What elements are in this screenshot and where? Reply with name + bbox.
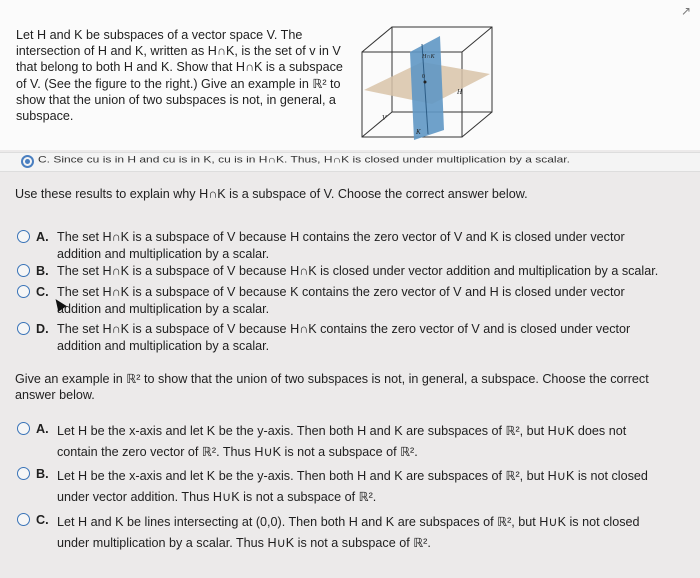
label-h: H [457,88,463,96]
problem-line: of V. (See the figure to the right.) Give an example in ℝ² to [16,76,341,91]
option-line: Let H and K be lines intersecting at (0,0). Then both H and K are subspaces of ℝ², but H∪K is not closed [57,515,640,529]
question-line: Give an example in ℝ² to show that the union of two subspaces is not, in general, a subspace. Choose the correct [15,372,649,386]
problem-line: subspace. [16,109,74,124]
radio-button[interactable] [17,322,30,335]
option-text [57,466,648,508]
subspace-figure [352,22,502,142]
problem-line: show that the union of two subspaces is not, in general, a [16,92,336,107]
previous-answer-text: C. Since cu is in H and cu is in K, cu is in H∩K. Thus, H∩K is closed under multiplication by a scalar. [38,154,570,165]
radio-button[interactable] [17,422,30,435]
option-text [57,229,625,262]
option-letter: A. [36,422,49,436]
question-line: answer below. [15,388,95,402]
option-line: under multiplication by a scalar. Thus H∪K is not a subspace of ℝ². [57,536,431,550]
option-line: addition and multiplication by a scalar. [57,301,270,316]
option-line: Let H be the x-axis and let K be the y-axis. Then both H and K are subspaces of ℝ², but H∪K is not closed [57,469,648,483]
option-line: Let H be the x-axis and let K be the y-axis. Then both H and K are subspaces of ℝ², but H∪K does not [57,424,627,438]
problem-line: intersection of H and K, written as H∩K, is the set of v in V [16,44,341,59]
origin-point [424,81,427,84]
label-k: K [416,128,421,136]
problem-line: that belong to both H and K. Show that H∩K is a subspace [16,60,343,75]
option-letter: B. [36,467,49,481]
option-line: contain the zero vector of ℝ². Thus H∪K is not a subspace of ℝ². [57,445,418,459]
label-hk: H∩K [422,54,435,60]
option-text [57,421,626,463]
option-letter: D. [36,322,49,336]
problem-panel [0,0,700,150]
radio-button[interactable] [17,285,30,298]
problem-statement [16,27,356,124]
option-line: addition and multiplication by a scalar. [57,338,270,353]
option-text [57,512,640,554]
previous-answer-strip [0,152,700,172]
option-line: under vector addition. Thus H∪K is not a subspace of ℝ². [57,490,377,504]
selected-radio [21,155,34,168]
label-v: V [382,114,387,122]
option-line: The set H∩K is a subspace of V because H∩K contains the zero vector of V and is closed under vector [57,322,631,336]
option-letter: B. [36,264,49,278]
option-line: addition and multiplication by a scalar. [57,246,270,261]
radio-button[interactable] [17,230,30,243]
option-line: The set H∩K is a subspace of V because H∩K is closed under vector addition and multiplication by a scalar. [57,264,659,278]
expand-icon[interactable]: ↗ [681,4,692,18]
radio-button[interactable] [17,264,30,277]
question-1: Use these results to explain why H∩K is a subspace of V. Choose the correct answer below. [15,187,528,201]
question-2 [15,371,649,403]
option-text [57,263,658,280]
radio-button[interactable] [17,513,30,526]
option-letter: A. [36,230,49,244]
option-line: The set H∩K is a subspace of V because K contains the zero vector of V and H is closed under vector [57,285,625,299]
option-text [57,284,625,317]
radio-button[interactable] [17,467,30,480]
problem-line: Let H and K be subspaces of a vector space V. The [16,28,303,42]
option-letter: C. [36,285,49,299]
option-line: The set H∩K is a subspace of V because H contains the zero vector of V and K is closed under vector [57,230,625,244]
label-zero: 0 [422,74,425,80]
option-text [57,321,630,354]
option-letter: C. [36,513,49,527]
